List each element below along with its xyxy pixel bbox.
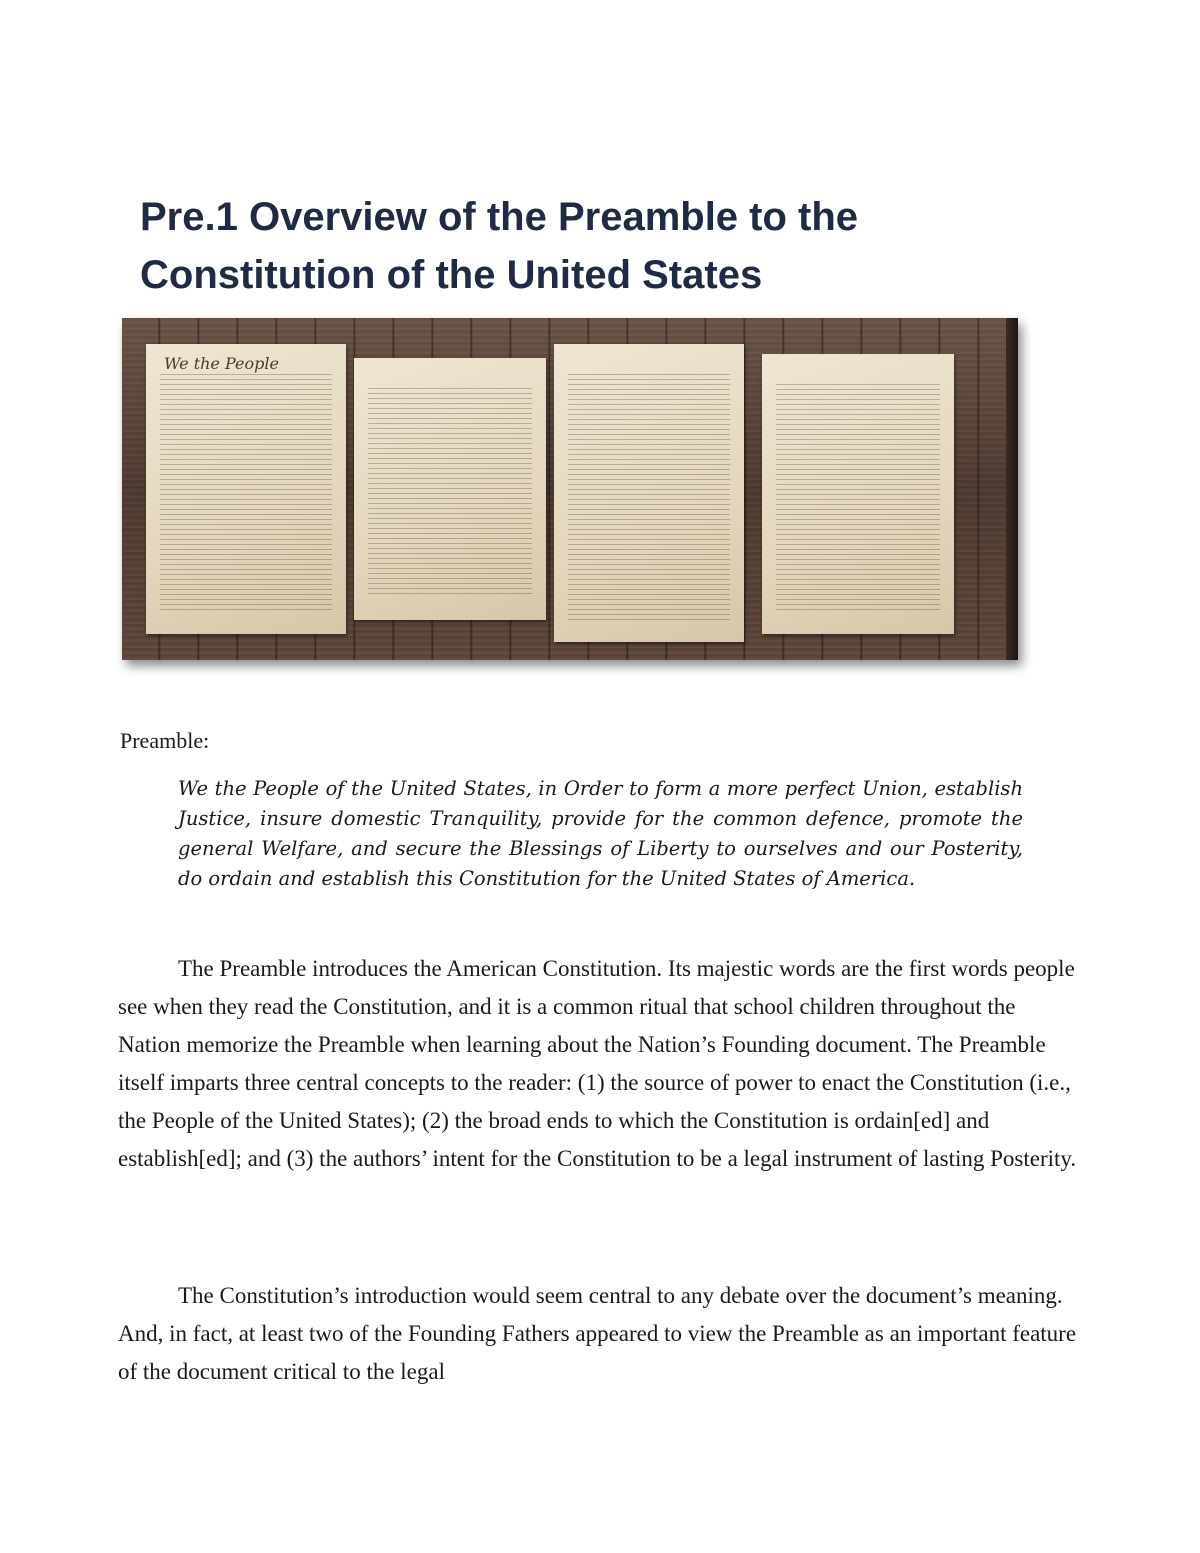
handwritten-text-lines	[368, 388, 532, 598]
body-paragraph-1: The Preamble introduces the American Constitution. Its majestic words are the first words people see when they read the Constitution, and it is a common ritual that school children throughout the Nation memorize the Preamble when learning about the Nation’s Founding document. The Preamble itself imparts three central concepts to the reader: (1) the source of power to enact the Constitution (i.e., the People of the United States); (2) the broad ends to which the Constitution is ordain[ed] and establish[ed]; and (3) the authors’ intent for the Constitution to be a legal instrument of lasting Posterity.	[118, 956, 1077, 1171]
handwritten-text-lines	[776, 384, 940, 612]
constitution-pages-image	[122, 318, 1018, 660]
constitution-page-4	[762, 354, 954, 634]
page-heading: We the People	[164, 354, 279, 373]
handwritten-text-lines	[568, 374, 730, 620]
body-paragraph-2: The Constitution’s introduction would seem central to any debate over the document’s meaning. And, in fact, at least two of the Founding Fathers appeared to view the Preamble as an important feature of the document critical to the legal	[118, 1283, 1077, 1384]
handwritten-text-lines	[160, 374, 332, 612]
preamble-quote: We the People of the United States, in Order to form a more perfect Union, establish Justice, insure domestic Tranquility, provide for the common defence, promote the general Welfare, and secure the Blessings of Liberty to ourselves and our Posterity, do ordain and establish this Constitution for the United States of America.	[178, 777, 1023, 890]
page-title: Pre.1 Overview of the Preamble to the Constitution of the United States	[140, 195, 859, 297]
preamble-label: Preamble:	[120, 728, 210, 753]
constitution-page-3	[554, 344, 744, 642]
constitution-page-2	[354, 358, 546, 620]
constitution-page-1	[146, 344, 346, 634]
